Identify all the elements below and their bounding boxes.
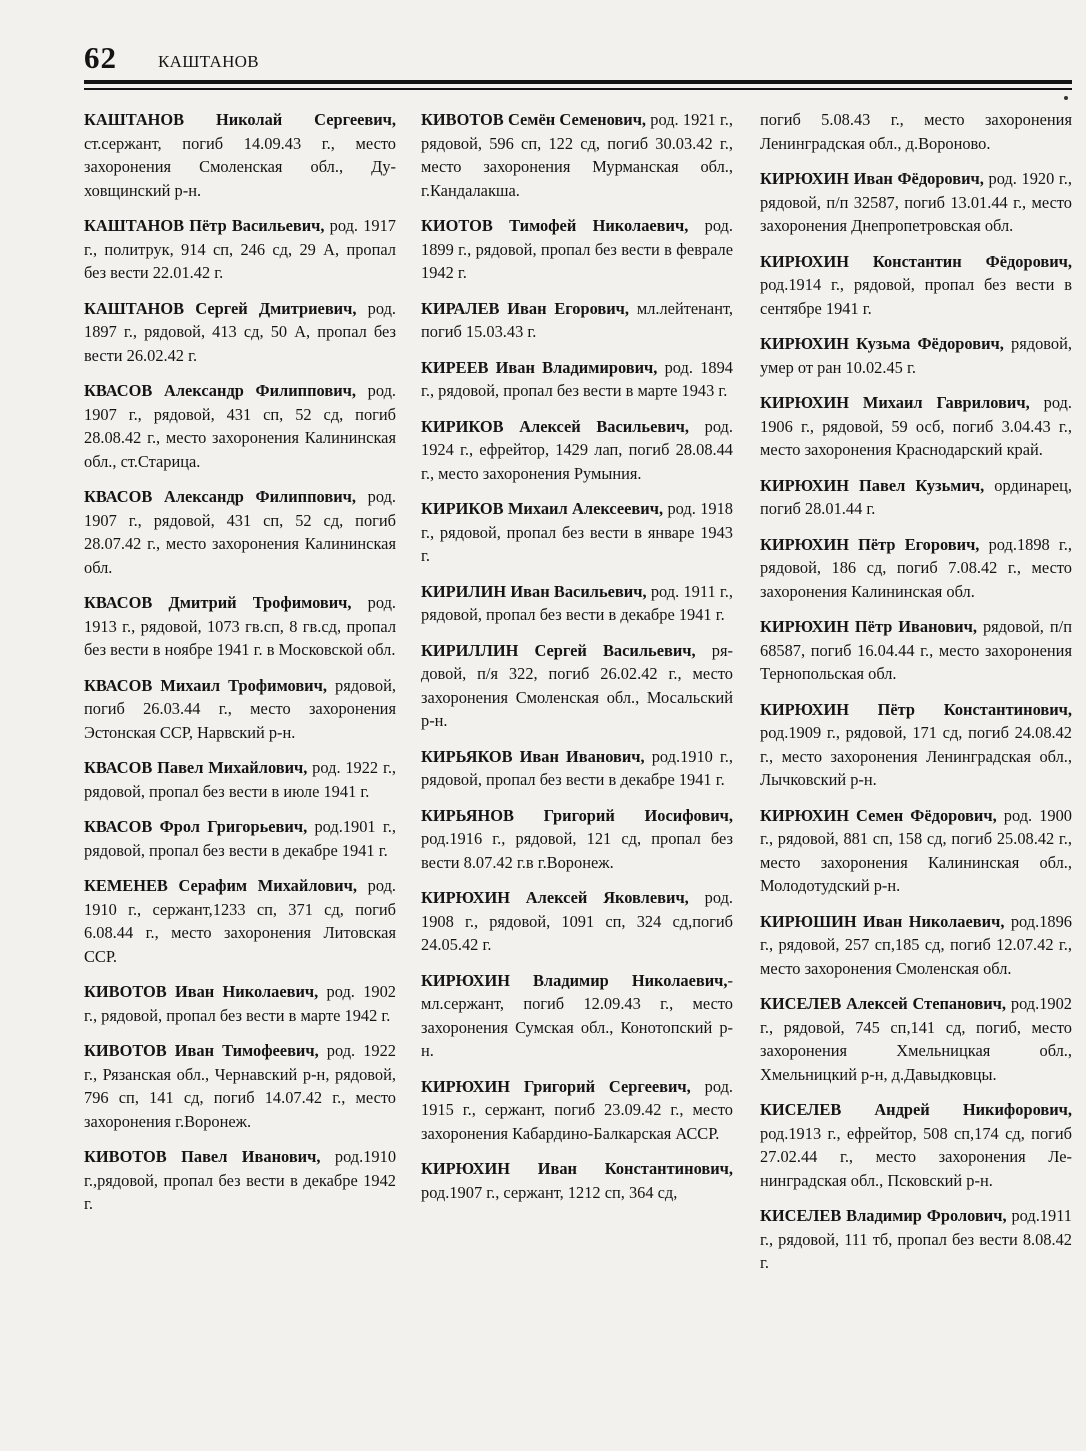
entry-name: КАШТАНОВ Сергей Дмитриевич, — [84, 298, 357, 318]
entry — [84, 591, 396, 662]
entry-name: КИСЕЛЕВ Алексей Степанович, — [760, 994, 1006, 1013]
entry-text: род. 1917 г., политрук, 914 сп, 246 сд, 29 А, пропал без вести 22.01.42 г. — [84, 216, 396, 282]
entry — [760, 804, 1072, 898]
entry-name: КИРИЛИН Иван Васильевич, — [421, 581, 647, 601]
entry — [760, 167, 1072, 238]
entry-name: КАШТАНОВ Пётр Васильевич, — [84, 216, 325, 235]
entry-name: КИРЮХИН Иван Фёдорович, — [760, 169, 984, 188]
entry — [421, 356, 733, 403]
running-title: КАШТАНОВ — [158, 52, 259, 71]
entry-text: род. 1913 г., рядовой, 1073 гв.сп, 8 гв.сд, пропал без вести в ноябре 1941 г. в Московской обл. — [84, 593, 397, 659]
entry — [421, 497, 733, 568]
entry — [84, 756, 396, 803]
entry-name: КИРЮХИН Михаил Гаврилович, — [760, 393, 1030, 412]
entry-name: КИРЮХИН Владимир Николаевич, — [421, 970, 728, 990]
entry-text: род. 1915 г., сержант, погиб 23.09.42 г., место захоронения Кабардино-Балкарская АССР. — [421, 1076, 734, 1143]
entry-text: род. 1902 г., рядовой, пропал без вести в марте 1942 г. — [84, 982, 396, 1025]
entry-name: КЕМЕНЕВ Серафим Михайлович, — [84, 876, 357, 895]
entry — [760, 108, 1072, 155]
entry-name: КИВОТОВ Павел Иванович, — [84, 1147, 321, 1166]
entry-text: род. 1900 г., рядовой, 881 сп, 158 сд, погиб 25.08.42 г., место захоронения Калининская обл., Молодотудский р-н. — [760, 805, 1072, 895]
header-rule-thick — [84, 80, 1072, 84]
entry-name: КВАСОВ Дмитрий Трофимович, — [84, 593, 352, 612]
entry-text: род.1902 г., рядовой, 745 сп,141 сд, погиб, место захоронения Хмельницкая обл., Хмельницкий р-н, д.Давыдковцы. — [760, 994, 1073, 1084]
entry-text: род. 1906 г., рядовой, 59 осб, погиб 3.04.43 г., место захоронения Краснодарский край. — [760, 393, 1072, 459]
entry — [84, 874, 396, 968]
entry-name: КИРЬЯНОВ Григорий Иосифович, — [421, 805, 733, 825]
entry-name: КИРЕЕВ Иван Владимирович, — [421, 357, 658, 377]
entry-text: род. 1924 г., ефрейтор, 1429 лап, погиб 28.08.44 г., место захоронения Румыния. — [421, 416, 733, 483]
entry — [760, 332, 1072, 379]
entry-text: род.1910 г., рядовой, пропал без вести в декабре 1941 г. — [421, 746, 734, 789]
entry-name: КИВОТОВ Иван Николаевич, — [84, 982, 319, 1001]
entry — [84, 815, 396, 862]
entry — [760, 615, 1072, 686]
entry-name: КВАСОВ Александр Филиппович, — [84, 487, 356, 506]
entry-text: род.1909 г., рядовой, 171 сд, погиб 24.08.42 г., место захоронения Ленинградская обл., Лычковский р-н. — [760, 723, 1072, 789]
entry — [421, 745, 733, 792]
entry-text: рядовой, п/я 322, погиб 26.02.42 г., место захоронения Смоленская обл., Мосальский р-н. — [421, 640, 733, 730]
entry-name: КИРЮХИН Пётр Иванович, — [760, 617, 977, 636]
entry — [84, 674, 396, 745]
entry-name: КВАСОВ Фрол Григорьевич, — [84, 817, 308, 836]
entry-text: рядовой, п/п 68587, погиб 16.04.44 г., место захоронения Тернопольская обл. — [760, 617, 1072, 683]
entry-name: КИРЮХИН Константин Фёдорович, — [760, 251, 1072, 271]
entry — [421, 1075, 733, 1146]
entry-text: погиб 5.08.43 г., место захоронения Ленинградская обл., д.Вороново. — [760, 110, 1072, 153]
entry — [760, 533, 1072, 604]
entry-text: род. 1899 г., рядовой, пропал без вести в феврале 1942 г. — [421, 216, 733, 282]
entry — [760, 992, 1072, 1086]
entry-text: род. 1910 г., сержант,1233 сп, 371 сд, погиб 6.08.44 г., место захоронения Литовская ССР. — [84, 876, 396, 966]
entry-text: рядовой, погиб 26.03.44 г., место захоронения Эстонская ССР, Нарвский р-н. — [84, 675, 396, 742]
entry — [421, 639, 733, 733]
column-1 — [84, 108, 396, 1228]
margin-dot — [1064, 96, 1068, 100]
entry-name: КИРИКОВ Алексей Васильевич, — [421, 416, 689, 436]
entry-text: род.1898 г., рядовой, 186 сд, погиб 7.08.42 г., место захоронения Калининская обл. — [760, 534, 1072, 601]
entry-text: род.1911 г., рядовой, 111 тб, пропал без вести 8.08.42 г. — [760, 1206, 1072, 1272]
entry-text: род.1913 г., ефрейтор, 508 сп,174 сд, погиб 27.02.44 г., место захоронения Ленинградская обл., Псковский р-н. — [760, 1123, 1072, 1190]
entry-text: - мл.сержант, погиб 12.09.43 г., место захоронения Сумская обл., Конотопский р-н. — [421, 970, 733, 1060]
entry-name: КИРЮХИН Иван Константинович, — [421, 1159, 733, 1178]
entry-text: род. 1920 г., рядовой, п/п 32587, погиб 13.01.44 г., место захоронения Днепропетровская обл. — [760, 169, 1072, 235]
entry — [421, 886, 733, 957]
entry — [760, 910, 1072, 981]
entry-name: КИРЮХИН Пётр Егорович, — [760, 534, 980, 554]
entry-text: ординарец, погиб 28.01.44 г. — [760, 475, 1072, 518]
entry-name: КИРЮШИН Иван Николаевич, — [760, 911, 1005, 931]
entry-text: род. 1922 г., Рязанская обл., Чернавский р-н, рядовой, 796 сп, 141 сд, погиб 14.07.42 г., место захоронения г.Воронеж. — [84, 1041, 396, 1131]
column-2 — [421, 108, 733, 1216]
entry-name: КИРАЛЕВ Иван Егорович, — [421, 298, 630, 318]
entry — [421, 415, 733, 486]
entry-text: ст.сержант, погиб 14.09.43 г., место захоронения Смоленская обл., Духовщинский р-н. — [84, 133, 396, 200]
entry-name: КИСЕЛЕВ Андрей Никифорович, — [760, 1100, 1072, 1119]
entry — [421, 1157, 733, 1204]
entry — [760, 250, 1072, 321]
entry-name: КИРЮХИН Алексей Яковлевич, — [421, 888, 689, 907]
entry-name: КИОТОВ Тимофей Николаевич, — [421, 216, 689, 235]
entry-text: род. 1921 г., рядовой, 596 сп, 122 сд, погиб 30.03.42 г., место захоронения Мурманская обл., г.Кандалакша. — [421, 110, 733, 200]
entry-text: род. 1897 г., рядовой, 413 сд, 50 А, пропал без вести 26.02.42 г. — [84, 298, 397, 365]
entry-text: род. 1907 г., рядовой, 431 сп, 52 сд, погиб 28.08.42 г., место захоронения Калининская обл., ст.Старица. — [84, 381, 396, 471]
entry — [84, 297, 396, 368]
entry — [84, 108, 396, 202]
column-3 — [760, 108, 1072, 1287]
entry-text: род. 1908 г., рядовой, 1091 сп, 324 сд,погиб 24.05.42 г. — [421, 888, 734, 954]
entry-text: род.1901 г., рядовой, пропал без вести в декабре 1941 г. — [84, 817, 396, 860]
entry-name: КИРИКОВ Михаил Алексеевич, — [421, 499, 664, 518]
entry-name: КИСЕЛЕВ Владимир Фролович, — [760, 1206, 1007, 1225]
entry — [84, 1039, 396, 1133]
entry-text: род.1896 г., рядовой, 257 сп,185 сд, погиб 12.07.42 г., место захоронения Смоленская обл. — [760, 911, 1072, 978]
entry-name: КИРЮХИН Семен Фёдорович, — [760, 805, 997, 825]
entry-text: рядовой, умер от ран 10.02.45 г. — [760, 334, 1072, 377]
entry — [760, 391, 1072, 462]
page-number: 62 — [84, 40, 117, 75]
entry-name: КИВОТОВ Иван Тимофеевич, — [84, 1041, 319, 1060]
entry — [760, 1098, 1072, 1192]
entry — [84, 214, 396, 285]
entry — [84, 379, 396, 473]
entry — [84, 980, 396, 1027]
entry — [421, 969, 733, 1063]
entry — [421, 214, 733, 285]
entry — [84, 485, 396, 579]
entry-text: род. 1907 г., рядовой, 431 сп, 52 сд, погиб 28.07.42 г., место захоронения Калининская обл. — [84, 487, 396, 577]
entry — [421, 297, 733, 344]
entry-text: мл.лейтенант, погиб 15.03.43 г. — [421, 298, 733, 341]
entry-text: род.1916 г., рядовой, 121 сд, пропал без вести 8.07.42 г.в г.Воронеж. — [421, 829, 733, 872]
entry-name: КИВОТОВ Семён Семенович, — [421, 110, 647, 129]
entry-name: КВАСОВ Павел Михайлович, — [84, 758, 308, 777]
entry-text: род.1907 г., сержант, 1212 сп, 364 сд, — [421, 1182, 678, 1202]
header-rule-thin — [84, 88, 1072, 90]
entry-name: КИРЮХИН Пётр Константинович, — [760, 699, 1072, 719]
entry-name: КВАСОВ Михаил Трофимович, — [84, 675, 327, 695]
entry-name: КИРИЛЛИН Сергей Васильевич, — [421, 640, 696, 660]
entry — [760, 1204, 1072, 1275]
entry — [84, 1145, 396, 1216]
entry — [760, 698, 1072, 792]
entry-text: род. 1894 г., рядовой, пропал без вести в марте 1943 г. — [421, 357, 733, 400]
entry — [421, 804, 733, 875]
entry-text: род.1910 г.,рядовой, пропал без вести в декабре 1942 г. — [84, 1147, 397, 1213]
entry-text: род. 1918 г., рядовой, пропал без вести в январе 1943 г. — [421, 499, 733, 565]
entry-name: КАШТАНОВ Николай Сергеевич, — [84, 110, 396, 129]
entry-name: КИРЮХИН Кузьма Фёдорович, — [760, 334, 1004, 353]
entry-text: род. 1911 г., рядовой, пропал без вести в декабре 1941 г. — [421, 581, 733, 624]
entry-name: КИРЬЯКОВ Иван Иванович, — [421, 746, 645, 766]
entry-name: КВАСОВ Александр Филиппович, — [84, 381, 356, 400]
entry — [760, 474, 1072, 521]
entry-text: род.1914 г., рядовой, пропал без вести в сентябре 1941 г. — [760, 275, 1072, 318]
entry — [421, 108, 733, 202]
entry-text: род. 1922 г., рядовой, пропал без вести в июле 1941 г. — [84, 758, 397, 801]
entry-name: КИРЮХИН Павел Кузьмич, — [760, 475, 985, 495]
entry — [421, 580, 733, 627]
entry-name: КИРЮХИН Григорий Сергеевич, — [421, 1076, 691, 1096]
